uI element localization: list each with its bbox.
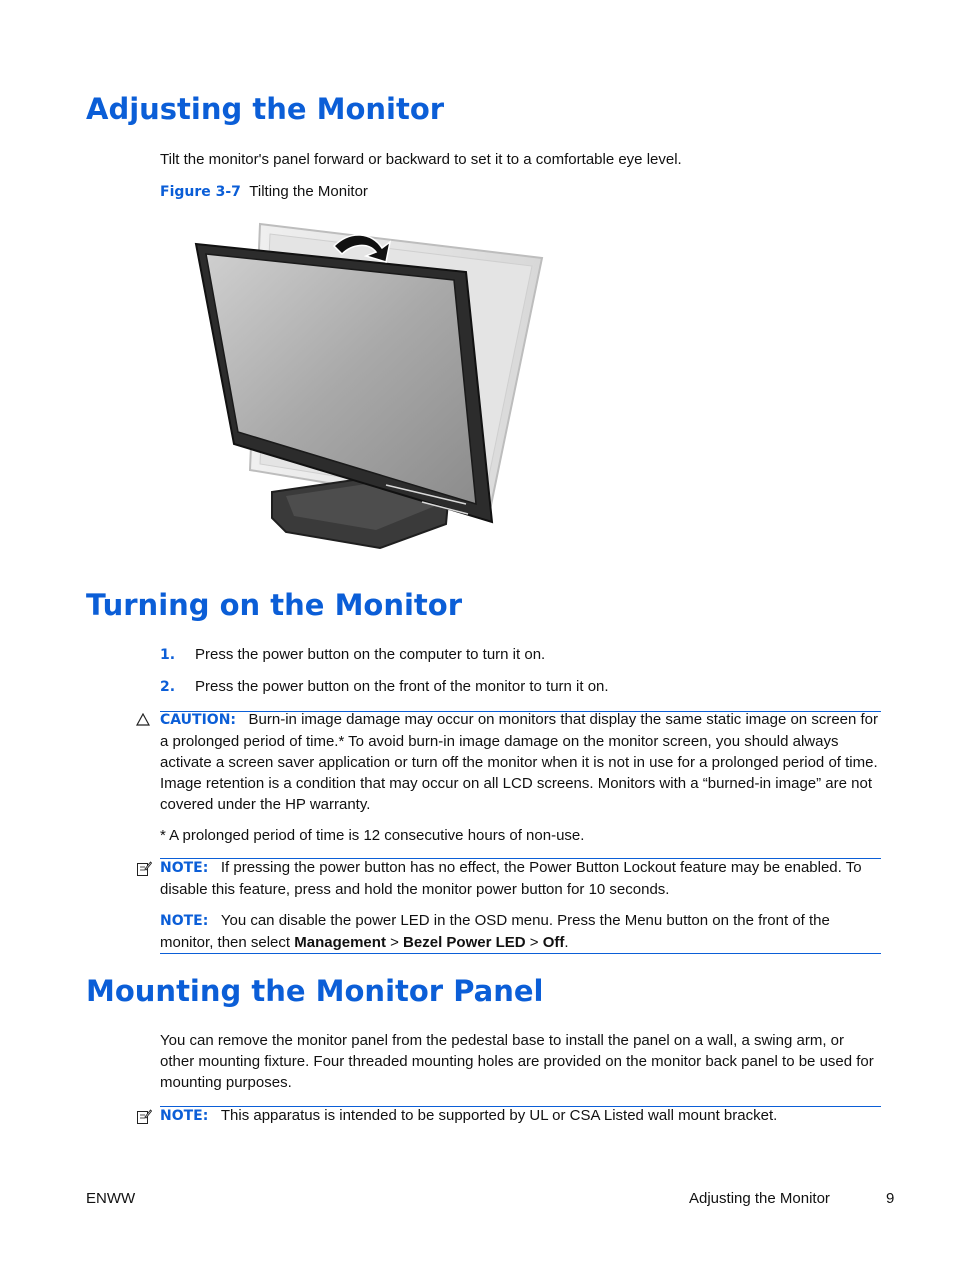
note2-text: You can disable the power LED in the OSD menu. Press the Menu button on the front of the monitor, then select xyxy=(160,912,830,951)
note2-block xyxy=(160,910,880,953)
caution-text: Burn-in image damage may occur on monitors that display the same static image on screen for a prolonged period of time.* To avoid burn-in image damage on the monitor screen, you should always activate a screen saver application or turn off the monitor when it is not in use for a prolonged period of time. Image retention is a condition that may occur on all LCD screens. Monitors with a “burned-in image” are not covered under the HP warranty. xyxy=(160,711,879,813)
note2-menu-management: Management xyxy=(294,934,386,951)
caution-triangle-icon xyxy=(136,713,150,726)
step-1-text: Press the power button on the computer to turn it on. xyxy=(195,646,546,663)
note3-block xyxy=(160,1105,880,1127)
footer-left: ENWW xyxy=(86,1190,136,1207)
note1-label: NOTE: xyxy=(160,860,209,876)
caution-block xyxy=(160,709,880,815)
note3-text: This apparatus is intended to be supported by UL or CSA Listed wall mount bracket. xyxy=(220,1107,778,1124)
figure-caption-text: Tilting the Monitor xyxy=(249,183,368,200)
note2-menu-off: Off xyxy=(542,934,565,951)
note1-block xyxy=(160,857,880,900)
note2-label: NOTE: xyxy=(160,913,209,929)
figure-tilting-monitor xyxy=(190,220,550,555)
step-2-text: Press the power button on the front of the monitor to turn it on. xyxy=(195,678,609,695)
figure-label: Figure 3-7 xyxy=(160,184,241,200)
note1-text: If pressing the power button has no effect, the Power Button Lockout feature may be enabled. To disable this feature, press and hold the monitor power button for 10 seconds. xyxy=(160,859,862,898)
note3-label: NOTE: xyxy=(160,1108,209,1124)
step-1-number: 1. xyxy=(160,647,176,663)
mounting-body: You can remove the monitor panel from the pedestal base to install the panel on a wall, a swing arm, or other mounting fixture. Four threaded mounting holes are provided on the monitor back panel to be used for mounting purposes. xyxy=(160,1032,874,1091)
note2-rule-bottom xyxy=(160,953,881,954)
footer-page-number: 9 xyxy=(886,1190,895,1207)
figure-caption xyxy=(160,181,880,203)
heading-turning-on: Turning on the Monitor xyxy=(86,588,463,622)
footer-section: Adjusting the Monitor xyxy=(689,1190,830,1207)
note-pencil-icon xyxy=(136,1108,152,1125)
note2-sep-1: > xyxy=(390,934,399,951)
note2-period: . xyxy=(564,934,569,951)
heading-adjusting-monitor: Adjusting the Monitor xyxy=(86,92,445,126)
note2-menu-bezel-power-led: Bezel Power LED xyxy=(403,934,526,951)
footnote: * A prolonged period of time is 12 consecutive hours of non-use. xyxy=(160,827,585,844)
adjusting-body: Tilt the monitor's panel forward or backward to set it to a comfortable eye level. xyxy=(160,151,682,168)
note-pencil-icon xyxy=(136,860,152,877)
heading-mounting-panel: Mounting the Monitor Panel xyxy=(86,974,544,1008)
note2-sep-2: > xyxy=(529,934,539,951)
caution-label: CAUTION: xyxy=(160,712,237,728)
step-2-number: 2. xyxy=(160,679,176,695)
